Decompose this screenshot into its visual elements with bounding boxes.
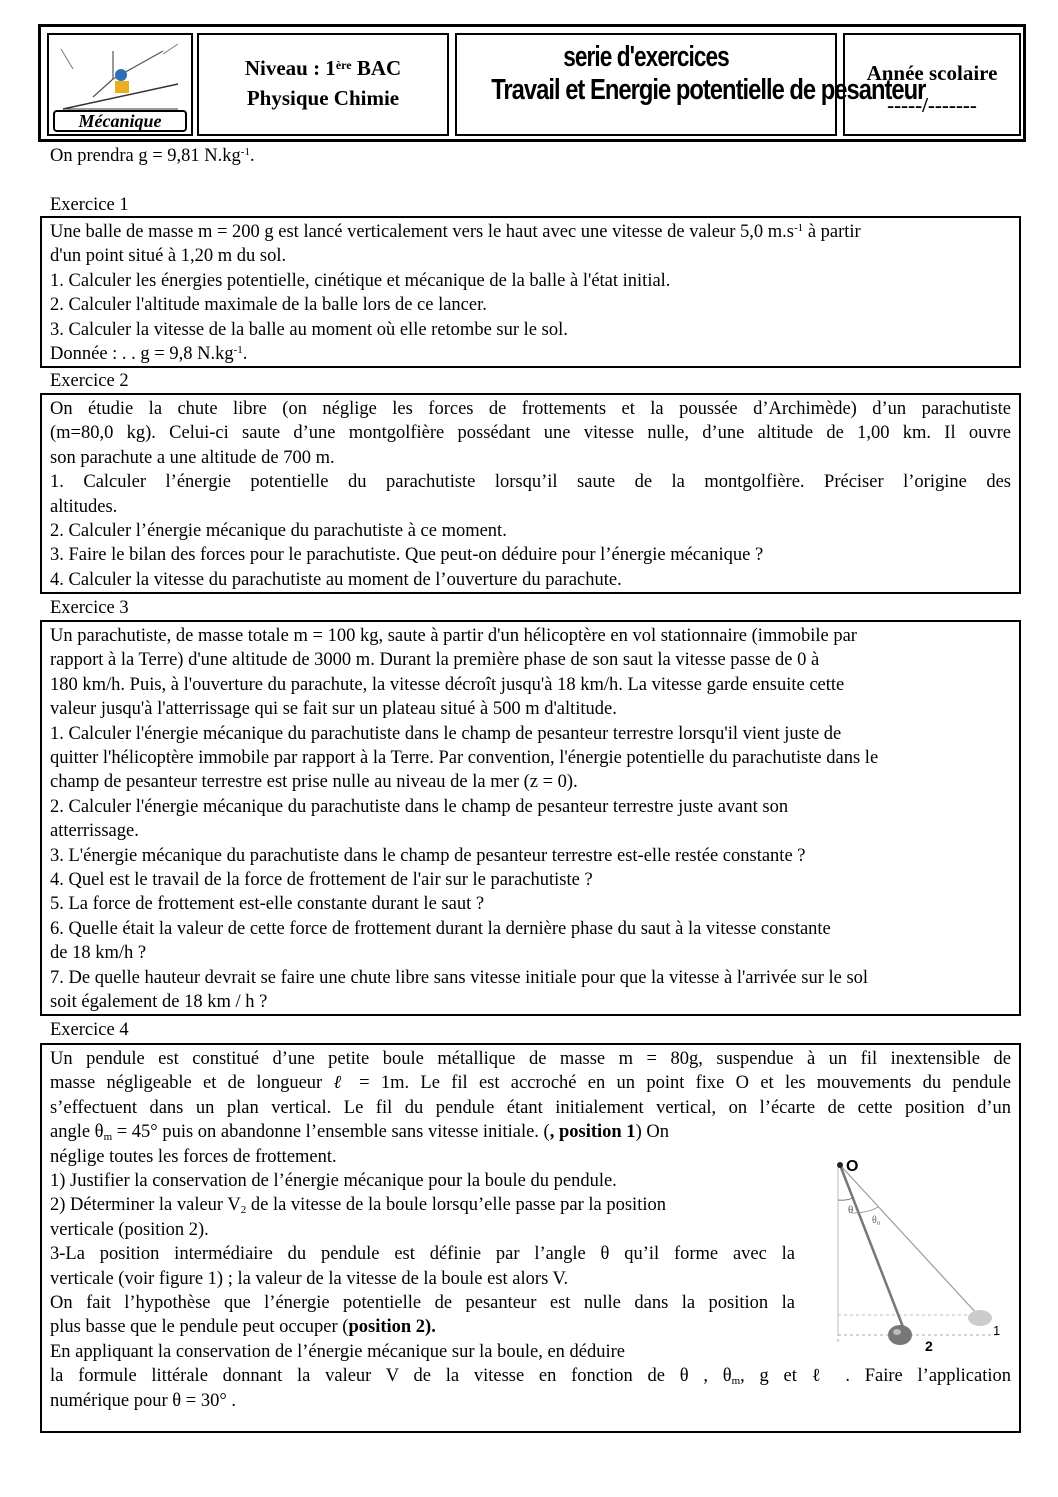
exercise-4-title: Exercice 4: [50, 1020, 129, 1040]
exercise-4-hypothesis-2: plus basse que le pendule peut occuper (position 2).: [50, 1317, 436, 1338]
ball-position-1: [968, 1310, 992, 1326]
exercise-3-q6-cont: de 18 km/h ?: [50, 943, 147, 964]
exercise-1-title: Exercice 1: [50, 195, 129, 215]
exercise-3-q1: 1. Calculer l'énergie mécanique du parachutiste dans le champ de pesanteur terrestre lorsqu'il vient juste de: [50, 723, 842, 744]
exercise-4-q2: 2) Déterminer la valeur $V_2$ de la vitesse de la boule lorsqu’elle passe par la position: [50, 1195, 666, 1217]
exercise-4-formula-line: la formule littérale donnant la valeur V de la vitesse en fonction de θ , $\theta_m$, g et ℓ . Faire l’application: [50, 1366, 1012, 1388]
exercise-4-line-5: néglige toutes les forces de frottement.: [50, 1146, 337, 1167]
exercise-4-hypothesis-1: On fait l’hypothèse que l’énergie potentielle de pesanteur est nulle dans la position la: [50, 1293, 795, 1314]
figure-label-2: 2: [925, 1338, 933, 1353]
exercise-3-q5: 5. La force de frottement est-elle constante durant le saut ?: [50, 894, 485, 915]
exercise-3-line-4: valeur jusqu'à l'atterrissage qui se fait sur un plateau situé à 500 m d'altitude.: [50, 699, 617, 720]
header-table: [38, 24, 1026, 142]
exercise-4-line-2: masse négligeable et de longueur ℓ = 1m. Le fil est accroché en un point fixe O et les mouvements du pendule: [50, 1073, 1011, 1094]
exercise-2-line-1: On étudie la chute libre (on néglige les forces de frottements et la poussée d’Archimède) d’un parachutiste: [50, 399, 1011, 419]
exercise-3-q2-cont: atterrissage.: [50, 821, 139, 842]
exercise-4-line-3: s’effectuent dans un plan vertical. Le fil du pendule étant initialement vertical, on l’écarte de cette position d’un: [50, 1097, 1011, 1118]
ball-position-2: [888, 1325, 912, 1345]
exercise-4-line-4: angle $\theta_m = 45^\circ$ puis on abandonne l’ensemble sans vitesse initiale. (, position 1) On: [50, 1122, 669, 1144]
exercise-2-q1: 1. Calculer l’énergie potentielle du parachutiste lorsqu’il saute de la montgolfière. Préciser l’origine des: [50, 472, 1011, 493]
series-title-cell: [455, 33, 926, 136]
logo-cell: [47, 33, 193, 136]
exercise-2-q3: 3. Faire le bilan des forces pour le parachutiste. Que peut-on déduire pour l’énergie mécanique ?: [50, 545, 764, 566]
exercise-4-numeric-line: numérique pour θ = 30° .: [50, 1390, 236, 1411]
exercise-1-statement-2: d'un point situé à 1,20 m du sol.: [50, 246, 287, 267]
pivot-point: [837, 1162, 843, 1168]
exercise-1-q2: 2. Calculer l'altitude maximale de la balle lors de ce lancer.: [50, 295, 487, 316]
school-year: Année scolaire -----/-------: [866, 61, 998, 117]
exercise-4-hypothesis-3: En appliquant la conservation de l’énergie mécanique sur la boule, en déduire: [50, 1341, 625, 1362]
exercise-2-q1-cont: altitudes.: [50, 496, 118, 517]
exercise-3-q2: 2. Calculer l'énergie mécanique du parachutiste dans le champ de pesanteur terrestre juste avant son: [50, 796, 789, 817]
intro-gravity: On prendra g = 9,81 $N.kg^{-1}$.: [50, 146, 255, 166]
figure-label-O: O: [846, 1158, 859, 1175]
pendulum-figure: [828, 1155, 1018, 1353]
level-text: Niveau : 1ère BAC Physique Chimie: [244, 56, 402, 110]
exercise-2-line-3: son parachute a une altitude de 700 m.: [50, 447, 335, 468]
figure-label-theta0: θ₀: [872, 1215, 881, 1226]
exercise-4-line-1: Un pendule est constitué d’une petite boule métallique de masse m = 80g, suspendue à un fil inextensible de: [50, 1049, 1011, 1069]
exercise-3-q1-cont-2: champ de pesanteur terrestre est prise nulle au niveau de la mer (z = 0).: [50, 772, 578, 793]
exercise-2-q2: 2. Calculer l’énergie mécanique du parachutiste à ce moment.: [50, 521, 507, 542]
exercise-1-q1: 1. Calculer les énergies potentielle, cinétique et mécanique de la balle à l'état initial.: [50, 270, 671, 291]
exercise-1-data: Donnée : . . g = 9,8 $N.kg^{-1}$.: [50, 344, 248, 365]
exercise-3-line-1: Un parachutiste, de masse totale m = 100 kg, saute à partir d'un hélicoptère en vol stationnaire (immobile par: [50, 626, 857, 646]
school-year-cell: [843, 33, 1021, 136]
figure-label-1: 1: [993, 1323, 1001, 1338]
exercise-3-q6: 6. Quelle était la valeur de cette force de frottement durant la dernière phase du saut à la vitesse constante: [50, 918, 831, 939]
exercise-1-statement: Une balle de masse m = 200 g est lancé verticalement vers le haut avec une vitesse de valeur 5,0 $m.s^{-1}$ à partir: [50, 222, 861, 242]
exercise-4-box: [40, 1043, 1021, 1433]
level-cell: [197, 33, 449, 136]
logo-label: Mécanique: [53, 110, 187, 132]
exercise-2-box: [40, 393, 1021, 594]
exercise-1-box: [40, 216, 1021, 368]
exercise-2-title: Exercice 2: [50, 371, 129, 391]
exercise-4-q3: 3-La position intermédiaire du pendule est définie par l’angle θ qu’il forme avec la: [50, 1244, 795, 1265]
exercise-3-q1-cont: quitter l'hélicoptère immobile par rapport à la Terre. Par convention, l'énergie potentielle du parachutiste dans le: [50, 748, 879, 769]
figure-label-theta: θ: [848, 1204, 854, 1216]
exercise-3-line-3: 180 km/h. Puis, à l'ouverture du parachute, la vitesse décroît jusqu'à 18 km/h. La vitesse garde ensuite cette: [50, 674, 845, 695]
exercise-3-title: Exercice 3: [50, 598, 129, 618]
exercise-2-q4: 4. Calculer la vitesse du parachutiste au moment de l’ouverture du parachute.: [50, 569, 622, 590]
exercise-3-q3: 3. L'énergie mécanique du parachutiste dans le champ de pesanteur terrestre est-elle restée constante ?: [50, 845, 806, 866]
exercise-1-q3: 3. Calculer la vitesse de la balle au moment où elle retombe sur le sol.: [50, 319, 568, 340]
exercise-3-q4: 4. Quel est le travail de la force de frottement de l'air sur le parachutiste ?: [50, 870, 593, 891]
exercise-4-q1: 1) Justifier la conservation de l’énergie mécanique pour la boule du pendule.: [50, 1171, 617, 1192]
subject-text: Physique Chimie: [246, 86, 400, 110]
exercise-3-q7-cont: soit également de 18 km / h ?: [50, 992, 268, 1013]
exercise-4-q3-cont: verticale (voir figure 1) ; la valeur de la vitesse de la boule est alors V.: [50, 1268, 569, 1289]
exercise-3-q7: 7. De quelle hauteur devrait se faire une chute libre sans vitesse initiale pour que la vitesse à l'arrivée sur le sol: [50, 967, 869, 988]
exercise-3-line-2: rapport à la Terre) d'une altitude de 3000 m. Durant la première phase de son saut la vitesse passe de 0 à: [50, 650, 820, 671]
exercise-3-box: [40, 620, 1021, 1016]
exercise-2-line-2: (m=80,0 kg). Celui-ci saute d’une montgolfière possédant une vitesse nulle, d’une altitude de 1,00 km. Il ouvre: [50, 423, 1011, 444]
series-title: serie d'exercices Travail et Energie potentielle de pesanteur: [491, 41, 926, 106]
exercise-4-q2-cont: verticale (position 2).: [50, 1219, 209, 1240]
